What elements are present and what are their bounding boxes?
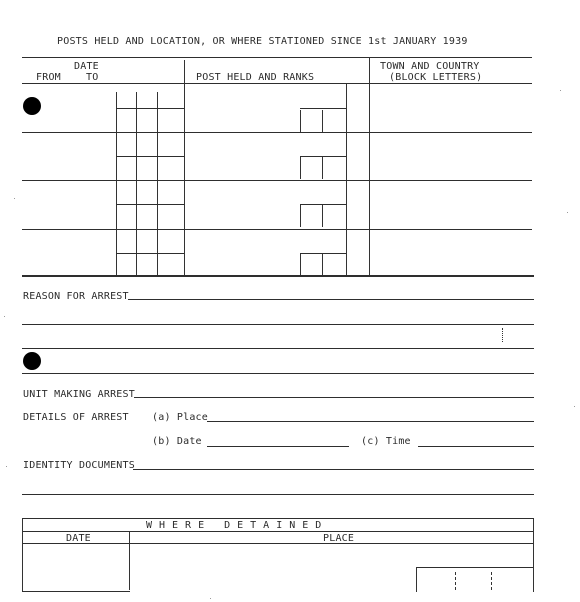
identity-line (133, 469, 534, 470)
row-rule (116, 108, 184, 109)
detained-right-border (533, 519, 534, 592)
rank-box-line (322, 254, 323, 276)
date-label: (b) Date (152, 436, 202, 447)
scan-speck (567, 212, 568, 213)
detained-left-border (22, 519, 23, 592)
stamp-box-line (416, 567, 417, 592)
scan-speck (14, 198, 15, 199)
row-rule (300, 156, 346, 157)
header-bottom-rule (22, 83, 532, 84)
punch-hole (23, 352, 41, 370)
scan-speck (574, 406, 575, 407)
detained-date-divider (129, 532, 130, 590)
details-of-arrest-label: DETAILS OF ARREST (23, 412, 129, 423)
date-line (207, 446, 349, 447)
punch-hole (23, 97, 41, 115)
stamp-box-line (455, 572, 456, 590)
date-grid-line (116, 92, 117, 276)
row-rule (116, 204, 184, 205)
rank-box-line (300, 205, 301, 227)
block-letters-note: (BLOCK LETTERS) (389, 72, 483, 83)
margin-tick (502, 328, 503, 342)
row-rule (300, 108, 346, 109)
form-heading: POSTS HELD AND LOCATION, OR WHERE STATIONED SINCE 1st JANUARY 1939 (57, 36, 468, 47)
stamp-box-line (491, 572, 492, 590)
detained-place-header: PLACE (323, 533, 355, 544)
place-label: (a) Place (152, 412, 208, 423)
unit-line (134, 397, 534, 398)
scan-speck (4, 316, 5, 317)
stamp-box-rule (416, 567, 533, 568)
identity-line (22, 494, 534, 495)
post-town-divider (369, 57, 370, 276)
row-rule (300, 204, 346, 205)
detained-date-header: DATE (66, 533, 91, 544)
detained-subheader-rule (22, 543, 534, 544)
time-label: (c) Time (361, 436, 411, 447)
rank-box-line (322, 110, 323, 132)
date-column-header: DATE (74, 61, 99, 72)
row-rule (22, 180, 532, 181)
where-detained-title: WHERE DETAINED (146, 520, 329, 531)
identity-documents-label: IDENTITY DOCUMENTS (23, 460, 135, 471)
date-post-divider (184, 60, 185, 276)
reason-for-arrest-label: REASON FOR ARREST (23, 291, 129, 302)
place-line (207, 421, 534, 422)
scan-speck (6, 466, 7, 467)
table-top-rule (22, 57, 532, 58)
table-bottom-rule (22, 275, 534, 277)
date-grid-line (136, 92, 137, 276)
scan-speck (210, 598, 211, 599)
time-line (418, 446, 534, 447)
from-column-header: FROM (36, 72, 61, 83)
post-column-header: POST HELD AND RANKS (196, 72, 315, 83)
town-column-header: TOWN AND COUNTRY (380, 61, 480, 72)
reason-line (22, 324, 534, 325)
reason-line (22, 373, 534, 374)
row-rule (22, 229, 532, 230)
row-rule (116, 156, 184, 157)
identity-line (22, 518, 534, 519)
rank-box-line (300, 157, 301, 179)
rank-box-line (322, 157, 323, 179)
scan-speck (560, 90, 561, 91)
unit-making-arrest-label: UNIT MAKING ARREST (23, 389, 135, 400)
reason-line (22, 348, 534, 349)
detained-bottom-rule (22, 591, 130, 592)
date-grid-line (157, 92, 158, 276)
rank-box-line (300, 254, 301, 276)
rank-box-line (300, 110, 301, 132)
row-rule (22, 132, 532, 133)
detained-header-rule (22, 531, 534, 532)
row-rule (300, 253, 346, 254)
to-column-header: TO (86, 72, 99, 83)
rank-box-line (322, 205, 323, 227)
reason-line (128, 299, 534, 300)
row-rule (116, 253, 184, 254)
